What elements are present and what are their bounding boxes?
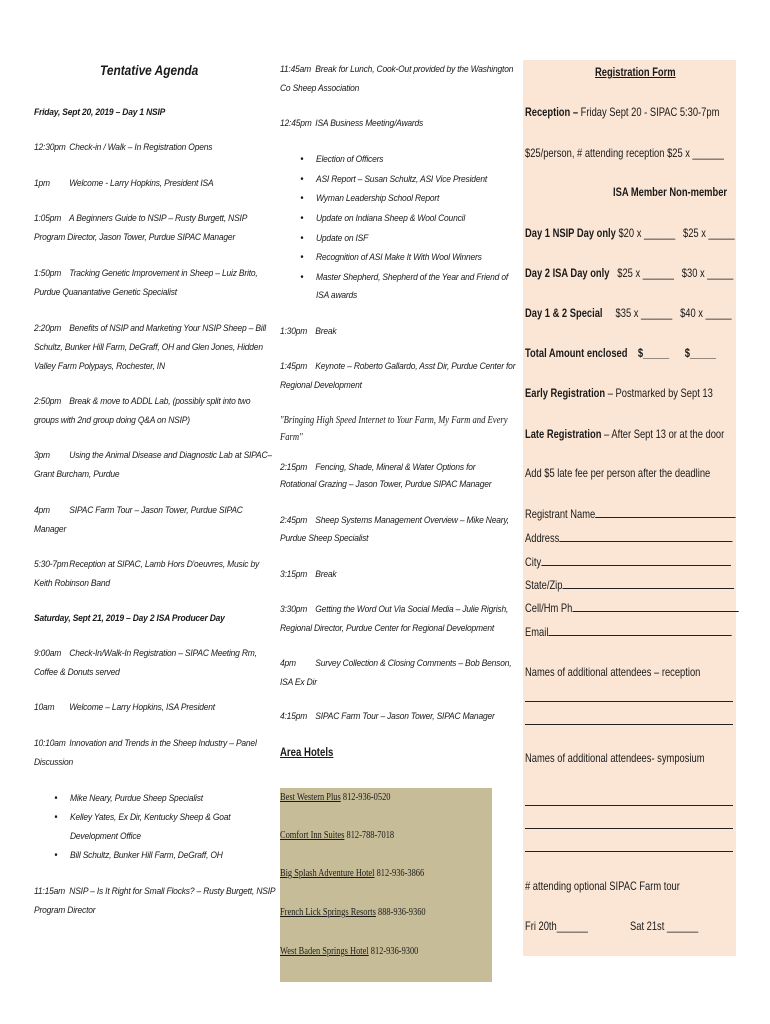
agenda-item: 1:45pm Keynote – Roberto Gallardo, Asst Dir, Purdue Center for xyxy=(280,361,516,371)
agenda-item: 3pm Using the Animal Disease and Diagnostic Lab at SIPAC– xyxy=(34,450,272,460)
agenda-item-cont: Grant Burcham, Purdue xyxy=(34,469,120,479)
reception-line: Reception – Friday Sept 20 - SIPAC 5:30-7pm xyxy=(525,105,720,119)
form-title: Registration Form xyxy=(595,65,676,79)
hotel-phone: 812-936-0520 xyxy=(342,792,391,803)
price-row[interactable]: Day 2 ISA Day only $25 x ______ $30 x _____ xyxy=(525,266,734,280)
agenda-item: 4pm Survey Collection & Closing Comments – Bob Benson, xyxy=(280,658,512,668)
state-zip-field[interactable]: State/Zip xyxy=(525,577,734,593)
keynote-quote: "Bringing High Speed Internet to Your Farm, My Farm and Every xyxy=(280,415,508,426)
attendees-symposium-line[interactable] xyxy=(525,828,733,829)
late-registration: Late Registration – After Sept 13 or at the door xyxy=(525,427,725,441)
hotel-entry[interactable] xyxy=(280,946,418,957)
email-field[interactable]: Email xyxy=(525,624,732,640)
hotel-phone: 812-788-7018 xyxy=(346,830,395,841)
agenda-item: 3:15pm Break xyxy=(280,569,337,579)
panel-member-cont: Development Office xyxy=(70,831,141,841)
day2-heading: Saturday, Sept 21, 2019 – Day 2 ISA Producer Day xyxy=(34,613,225,623)
agenda-item-cont: Program Director xyxy=(34,905,96,915)
hotels-heading: Area Hotels xyxy=(280,745,334,759)
agenda-item-cont: Manager xyxy=(34,524,67,534)
agenda-item: 12:30pm Check-in / Walk – In Registration Opens xyxy=(34,142,213,152)
hotel-entry[interactable] xyxy=(280,868,424,879)
hotel-entry[interactable] xyxy=(280,792,390,803)
hotel-entry[interactable] xyxy=(280,907,426,918)
agenda-item: 2:50pm Break & move to ADDL Lab, (possibly split into two xyxy=(34,396,251,406)
hotel-name-link[interactable]: Comfort Inn Suites xyxy=(280,830,345,841)
panel-member: • Bill Schultz, Bunker Hill Farm, DeGraff, OH xyxy=(70,846,223,865)
hotel-entry[interactable] xyxy=(280,830,394,841)
member-header: ISA Member Non-member xyxy=(613,185,728,199)
hotel-name-link[interactable]: Best Western Plus xyxy=(280,792,341,803)
agenda-item: 11:15am NSIP – Is It Right for Small Flocks? – Rusty Burgett, NSIP xyxy=(34,886,276,896)
meeting-bullet: • ASI Report – Susan Schultz, ASI Vice President xyxy=(316,170,487,189)
phone-field[interactable]: Cell/Hm Ph xyxy=(525,600,738,616)
attendees-symposium-label: Names of additional attendees- symposium xyxy=(525,751,705,765)
hotel-name-link[interactable]: French Lick Springs Resorts xyxy=(280,907,376,918)
agenda-item-cont: groups with 2nd group doing Q&A on NSIP) xyxy=(34,415,190,425)
agenda-item-cont: Schultz, Bunker Hill Farm, DeGraff, OH and Glen Jones, Hidden xyxy=(34,342,263,352)
hotels-box xyxy=(280,788,492,982)
agenda-item: 10am Welcome – Larry Hopkins, ISA President xyxy=(34,702,215,712)
agenda-item: 2:45pm Sheep Systems Management Overview – Mike Neary, xyxy=(280,515,509,525)
farm-tour-label: # attending optional SIPAC Farm tour xyxy=(525,879,680,893)
agenda-item: 1:30pm Break xyxy=(280,326,337,336)
agenda-item-cont: Keith Robinson Band xyxy=(34,578,110,588)
agenda-item: 4pm SIPAC Farm Tour – Jason Tower, Purdue SIPAC xyxy=(34,505,243,515)
attendees-symposium-line[interactable] xyxy=(525,805,733,806)
agenda-item: 10:10am Innovation and Trends in the Sheep Industry – Panel xyxy=(34,738,257,748)
agenda-item-cont: Coffee & Donuts served xyxy=(34,667,120,677)
agenda-item: 1pm Welcome - Larry Hopkins, President ISA xyxy=(34,178,214,188)
keynote-quote-cont: Farm" xyxy=(280,432,303,443)
price-row[interactable]: Day 1 NSIP Day only $20 x ______ $25 x _____ xyxy=(525,226,735,240)
agenda-item: 12:45pm ISA Business Meeting/Awards xyxy=(280,118,424,128)
late-fee-note: Add $5 late fee per person after the deadline xyxy=(525,466,711,480)
agenda-item-cont: Purdue Quanantative Genetic Specialist xyxy=(34,287,177,297)
agenda-item: 1:05pm A Beginners Guide to NSIP – Rusty Burgett, NSIP xyxy=(34,213,248,223)
agenda-item: 2:20pm Benefits of NSIP and Marketing Your NSIP Sheep – Bill xyxy=(34,323,266,333)
attendees-symposium-line[interactable] xyxy=(525,851,733,852)
agenda-item: 3:30pm Getting the Word Out Via Social Media – Julie Rigrish, xyxy=(280,604,509,614)
meeting-bullet: • Update on Indiana Sheep & Wool Council xyxy=(316,209,465,228)
meeting-bullet: • Recognition of ASI Make It With Wool Winners xyxy=(316,248,482,267)
agenda-item-cont: Regional Director, Purdue Center for Regional Development xyxy=(280,623,495,633)
agenda-item-cont: Regional Development xyxy=(280,380,362,390)
agenda-item-cont: Valley Farm Polypays, Rochester, IN xyxy=(34,361,165,371)
hotel-name-link[interactable]: West Baden Springs Hotel xyxy=(280,946,369,957)
panel-member: • Kelley Yates, Ex Dir, Kentucky Sheep & Goat xyxy=(70,808,230,827)
agenda-item-cont: ISA Ex Dir xyxy=(280,677,317,687)
agenda-item: 4:15pm SIPAC Farm Tour – Jason Tower, SIPAC Manager xyxy=(280,711,495,721)
attendees-reception-line[interactable] xyxy=(525,724,733,725)
attendees-reception-label: Names of additional attendees – reception xyxy=(525,665,701,679)
agenda-item: 5:30-7pm Reception at SIPAC, Lamb Hors D'oeuvres, Music by xyxy=(34,559,260,569)
hotel-phone: 888-936-9360 xyxy=(378,907,426,918)
hotel-name-link[interactable]: Big Splash Adventure Hotel xyxy=(280,868,375,879)
early-registration: Early Registration – Postmarked by Sept 13 xyxy=(525,386,713,400)
meeting-bullet: • Wyman Leadership School Report xyxy=(316,189,439,208)
city-field[interactable]: City xyxy=(525,554,731,570)
registration-form xyxy=(523,60,736,956)
registrant-name-field[interactable]: Registrant Name xyxy=(525,506,736,522)
hotel-phone: 812-936-9300 xyxy=(370,946,419,957)
meeting-bullet: • Election of Officers xyxy=(316,150,383,169)
agenda-item: 2:15pm Fencing, Shade, Mineral & Water Options for xyxy=(280,462,476,472)
meeting-bullet-cont: ISA awards xyxy=(316,290,358,300)
agenda-item: 1:50pm Tracking Genetic Improvement in Sheep – Luiz Brito, xyxy=(34,268,258,278)
attendees-reception-line[interactable] xyxy=(525,701,733,702)
meeting-bullet: • Master Shepherd, Shepherd of the Year and Friend of xyxy=(316,268,508,287)
panel-member: • Mike Neary, Purdue Sheep Specialist xyxy=(70,789,203,808)
day1-heading: Friday, Sept 20, 2019 – Day 1 NSIP xyxy=(34,107,166,117)
fri-tour-field[interactable]: Fri 20th______ xyxy=(525,919,588,933)
reception-price[interactable]: $25/person, # attending reception $25 x ______ xyxy=(525,146,724,160)
agenda-item-cont: Co Sheep Association xyxy=(280,83,360,93)
hotel-phone: 812-936-3866 xyxy=(376,868,425,879)
agenda-title: Tentative Agenda xyxy=(100,62,199,78)
sat-tour-field[interactable]: Sat 21st ______ xyxy=(630,919,699,933)
price-row[interactable]: Day 1 & 2 Special $35 x ______ $40 x _____ xyxy=(525,306,732,320)
address-field[interactable]: Address xyxy=(525,530,733,546)
agenda-item-cont: Purdue Sheep Specialist xyxy=(280,533,369,543)
agenda-item-cont: Program Director, Jason Tower, Purdue SIPAC Manager xyxy=(34,232,236,242)
meeting-bullet: • Update on ISF xyxy=(316,229,368,248)
agenda-item: 9:00am Check-In/Walk-In Registration – SIPAC Meeting Rm, xyxy=(34,648,257,658)
total-row[interactable]: Total Amount enclosed $_____ $_____ xyxy=(525,346,716,360)
agenda-item-cont: Discussion xyxy=(34,757,74,767)
agenda-item-cont: Rotational Grazing – Jason Tower, Purdue SIPAC Manager xyxy=(280,479,492,489)
agenda-item: 11:45am Break for Lunch, Cook-Out provided by the Washington xyxy=(280,64,514,74)
